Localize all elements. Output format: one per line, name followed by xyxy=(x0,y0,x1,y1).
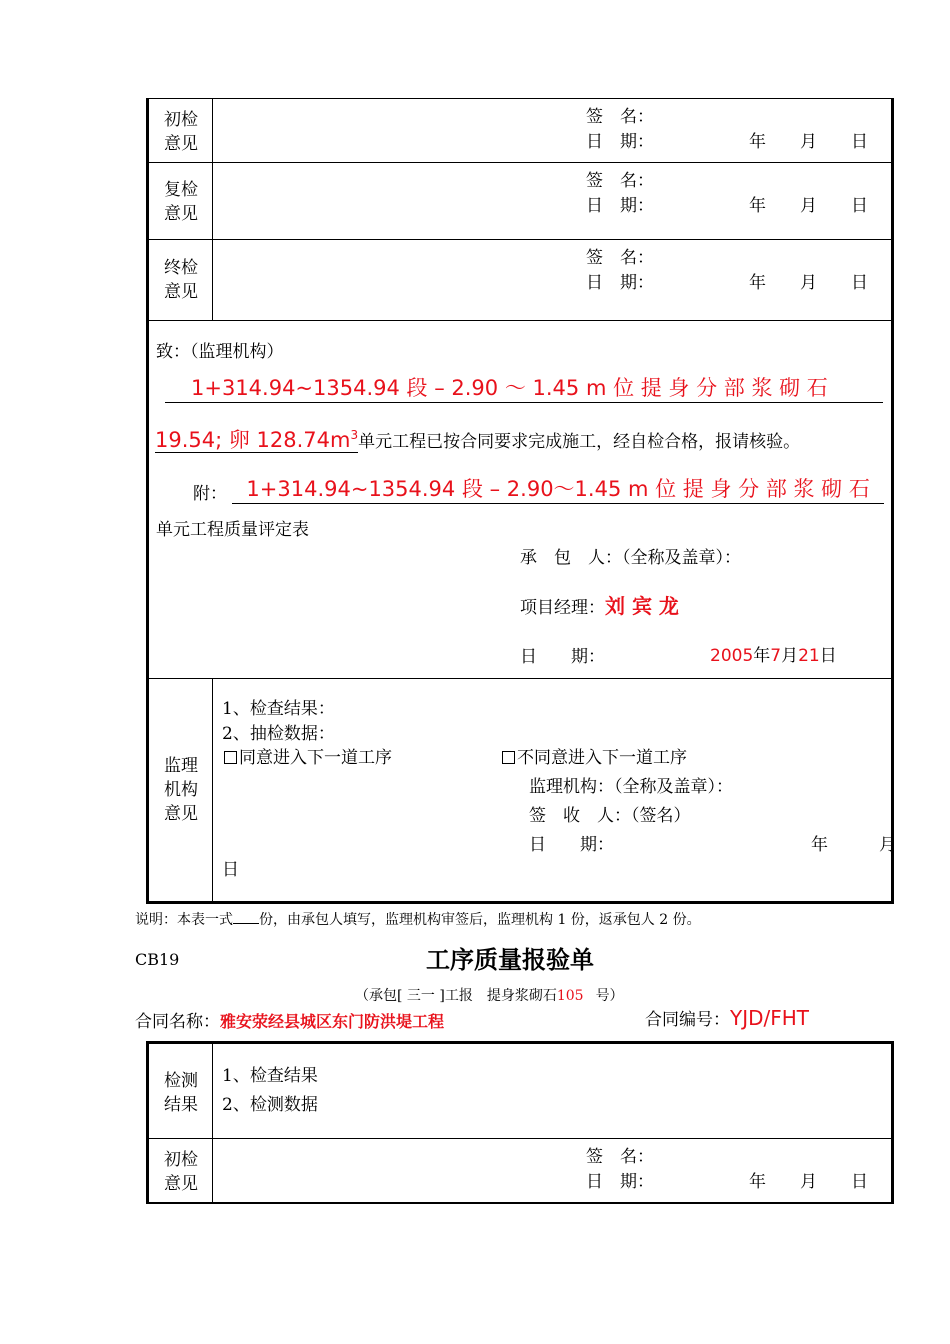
label-line: 意见 xyxy=(164,134,198,154)
initial-inspection-label xyxy=(150,108,212,156)
project-manager xyxy=(520,590,679,619)
label-line: 监理 xyxy=(164,756,198,776)
form-subtitle-text: （承包[ 三一 ]工报 提身浆砌石 xyxy=(355,988,557,1004)
date-label: 日 期： xyxy=(586,196,654,216)
form-subtitle xyxy=(355,985,624,1005)
label-column-divider xyxy=(212,98,213,320)
test-data-item: 2、检测数据 xyxy=(222,1095,318,1115)
supervision-date-day: 日 xyxy=(222,860,239,880)
signature-label: 签 名： xyxy=(586,248,654,268)
supervision-date-ym: 年 月 xyxy=(811,835,896,855)
label-line: 终检 xyxy=(164,258,198,278)
row-divider xyxy=(149,1138,891,1139)
disagree-checkbox[interactable] xyxy=(502,751,515,764)
copies-blank[interactable] xyxy=(233,923,259,924)
re-inspection-label xyxy=(150,178,212,226)
date-ymd: 年 月 日 xyxy=(749,273,868,293)
row-divider xyxy=(149,239,891,240)
contract-name-label: 合同名称： xyxy=(135,1012,220,1032)
label-column-divider-lower xyxy=(212,678,213,902)
label-line: 初检 xyxy=(164,110,198,130)
contractor-date xyxy=(710,641,837,666)
disagree-label: 不同意进入下一道工序 xyxy=(517,748,687,768)
supervision-org-label: 监理机构：（全称及盖章）： xyxy=(529,777,733,797)
attachment-text: 1+314.94~1354.94 段 – 2.90～1.45 m 位 提 身 分 部 浆 砌 石 xyxy=(246,477,870,501)
unit-completion-line xyxy=(155,424,800,454)
date-ymd: 年 月 日 xyxy=(749,196,868,216)
row-divider xyxy=(149,320,891,321)
contract-name xyxy=(135,1007,444,1032)
note-text: 说明：本表一式 xyxy=(135,912,233,928)
label-column-divider xyxy=(212,1044,213,1202)
signature-label: 签 名： xyxy=(586,107,654,127)
contractor-label: 承 包 人：（全称及盖章）： xyxy=(520,548,741,568)
date-label: 日 期： xyxy=(586,1172,654,1192)
date-year: 2005 xyxy=(710,646,754,666)
date-label: 日 期： xyxy=(586,273,654,293)
agree-label: 同意进入下一道工序 xyxy=(239,748,392,768)
form-subtitle-end: 号） xyxy=(595,988,624,1004)
unit-superscript: 3 xyxy=(350,428,359,442)
attachment-line xyxy=(193,473,884,504)
agree-option[interactable] xyxy=(224,743,392,768)
unit-section-text: 1+314.94~1354.94 段 – 2.90 ～ 1.45 m 位 提 身 分 部 浆 砌 石 xyxy=(191,376,828,400)
signature-label: 签 名： xyxy=(586,171,654,191)
agree-checkbox[interactable] xyxy=(224,751,237,764)
sampling-data-item: 2、抽检数据： xyxy=(222,724,335,744)
signature-label: 签 名： xyxy=(586,1147,654,1167)
label-line: 意见 xyxy=(164,282,198,302)
completion-statement: 单元工程已按合同要求完成施工，经自检合格，报请核验。 xyxy=(358,432,801,452)
contract-number-label: 合同编号： xyxy=(645,1010,730,1030)
note-tail: 份，由承包人填写，监理机构审签后，监理机构 1 份，返承包人 2 份。 xyxy=(259,912,701,928)
project-manager-label: 项目经理： xyxy=(520,598,605,618)
date-month: 7 xyxy=(770,646,782,666)
unit-quantity xyxy=(155,428,358,453)
form-code: CB19 xyxy=(135,950,180,969)
test-result-label xyxy=(150,1069,212,1117)
addressee: 致：（监理机构） xyxy=(156,342,284,362)
date-month-unit: 月 xyxy=(781,646,799,666)
row-divider xyxy=(149,678,891,679)
label-line: 检测 xyxy=(164,1071,198,1091)
receiver-label: 签 收 人：（签名） xyxy=(529,806,691,826)
label-line: 意见 xyxy=(164,204,198,224)
form-title: 工序质量报验单 xyxy=(426,945,594,974)
unit-quantity-text: 19.54; 卵 128.74m xyxy=(155,428,351,452)
form-note xyxy=(135,909,701,929)
date-ymd: 年 月 日 xyxy=(749,132,868,152)
supervision-date-label: 日 期： xyxy=(529,835,614,855)
check-result-item: 1、检查结果 xyxy=(222,1066,318,1086)
contract-number-value: YJD/FHT xyxy=(730,1006,810,1030)
label-line: 机构 xyxy=(164,780,198,800)
form-number: 105 xyxy=(556,988,584,1004)
date-year-unit: 年 xyxy=(753,646,771,666)
label-line: 初检 xyxy=(164,1150,198,1170)
date-day: 21 xyxy=(798,646,820,666)
attachment-tail: 单元工程质量评定表 xyxy=(156,520,309,540)
contract-name-value: 雅安荥经县城区东门防洪堤工程 xyxy=(220,1012,445,1031)
attachment-label: 附： xyxy=(193,484,227,504)
final-inspection-label xyxy=(150,256,212,304)
disagree-option[interactable] xyxy=(502,743,687,768)
label-line: 意见 xyxy=(164,804,198,824)
contract-number xyxy=(645,1005,809,1030)
project-manager-name: 刘 宾 龙 xyxy=(605,594,679,618)
row-divider xyxy=(149,162,891,163)
date-label: 日 期： xyxy=(586,132,654,152)
inspection-result-item: 1、检查结果： xyxy=(222,699,335,719)
label-line: 意见 xyxy=(164,1174,198,1194)
supervision-opinion-label xyxy=(150,754,212,826)
attachment-content xyxy=(232,473,884,504)
contractor-date-label: 日 期： xyxy=(520,647,605,667)
label-line: 复检 xyxy=(164,180,198,200)
date-ymd: 年 月 日 xyxy=(749,1172,868,1192)
label-line: 结果 xyxy=(164,1095,198,1115)
unit-section-line xyxy=(165,372,883,403)
initial-inspection-label xyxy=(150,1148,212,1196)
date-day-unit: 日 xyxy=(819,646,837,666)
